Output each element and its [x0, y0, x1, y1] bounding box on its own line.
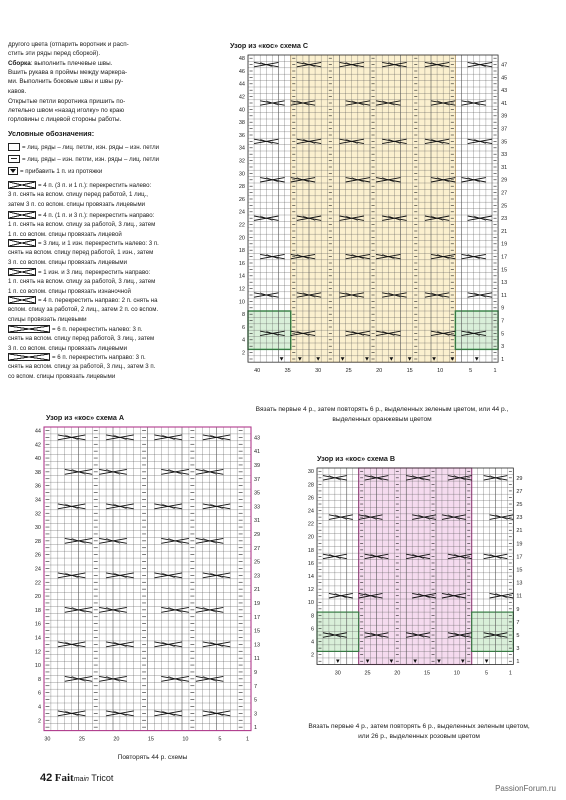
row-number-left: 2 — [310, 652, 314, 659]
legend-item: = 4 п. (1 п. и 3 п.): перекрестить направо: 1 п. снять на вспом. спицу за работой, 3 лиц., затем 1 п. со вспом. спицы провязать лицевой — [8, 212, 156, 238]
row-number-right: 3 — [254, 711, 258, 718]
collar-paragraph: Открытые петли воротника пришить по- летельно швом «назад иголку» по краю горловины с лицевой стороны работы. — [8, 98, 126, 124]
row-number-right: 43 — [501, 88, 508, 95]
row-number-left: 36 — [238, 132, 245, 139]
row-number-left: 32 — [238, 158, 245, 165]
increase-mark — [485, 659, 489, 663]
row-number-left: 12 — [307, 587, 314, 594]
row-number-right: 37 — [254, 476, 261, 483]
row-number-right: 7 — [501, 318, 505, 325]
column-number: 25 — [345, 368, 352, 372]
page-number: 42 — [40, 772, 53, 784]
column-number: 25 — [78, 736, 86, 743]
column-number: 5 — [469, 368, 473, 372]
chart-b-caption: Вязать первые 4 р., затем повторять 6 р., выделенных зеленым цветом, или 26 р., выделенных розовым цветом — [308, 723, 530, 740]
intro-paragraph: другого цвета (отпарить воротник и расп- стить эти ряды перед сборкой). — [8, 41, 129, 58]
row-number-right: 27 — [254, 545, 261, 552]
row-number-right: 37 — [501, 126, 508, 133]
row-number-right: 7 — [254, 683, 258, 690]
row-number-right: 27 — [516, 488, 523, 495]
row-number-right: 13 — [501, 280, 508, 287]
row-number-right: 19 — [254, 601, 261, 608]
row-number-right: 9 — [516, 606, 520, 613]
row-number-left: 2 — [241, 350, 245, 357]
row-number-right: 3 — [516, 646, 520, 653]
row-number-left: 14 — [34, 635, 41, 642]
row-number-left: 10 — [34, 663, 41, 670]
row-number-right: 23 — [501, 216, 508, 223]
column-number: 5 — [218, 736, 222, 743]
row-number-right: 1 — [501, 356, 505, 363]
column-number: 25 — [364, 670, 371, 677]
column-number: 35 — [284, 368, 291, 372]
row-number-left: 30 — [307, 469, 314, 476]
column-number: 30 — [44, 736, 51, 743]
row-number-right: 29 — [254, 532, 261, 539]
row-number-left: 30 — [34, 525, 41, 532]
row-number-left: 44 — [34, 428, 41, 435]
row-number-left: 46 — [238, 68, 245, 75]
row-number-right: 39 — [254, 463, 261, 470]
purl-stitch-symbol — [8, 155, 20, 163]
legend-item: = 6 п. перекрестить налево: 3 п. снять на вспом. спицу перед работой, 3 лиц., затем 3 п. со вспом. спицы провязать лицевыми — [8, 326, 155, 352]
page-footer — [40, 772, 113, 784]
cable-4-right-symbol — [8, 211, 36, 219]
chart-c-grid — [230, 52, 530, 372]
row-number-right: 43 — [254, 435, 261, 442]
row-number-right: 33 — [501, 152, 508, 159]
row-number-right: 27 — [501, 190, 508, 197]
column-number: 20 — [113, 736, 120, 743]
chart-c-title: Узор из «кос» схема С — [230, 41, 309, 50]
column-number: 15 — [406, 368, 413, 372]
row-number-left: 24 — [307, 508, 314, 515]
legend-item: = 1 изн. и 3 лиц. перекрестить направо: 1 п. снять на вспом. спицу за работой, 3 лиц., затем 1 п. со вспом. спицы провязать изнаночной — [8, 269, 156, 295]
row-number-right: 29 — [516, 475, 523, 482]
row-number-right: 39 — [501, 113, 508, 120]
row-number-left: 20 — [238, 235, 245, 242]
row-number-left: 34 — [34, 497, 41, 504]
row-number-right: 15 — [501, 267, 508, 274]
row-number-right: 33 — [254, 504, 261, 511]
row-number-right: 5 — [254, 697, 258, 704]
column-number: 1 — [246, 736, 250, 743]
cable-2-2-right-symbol — [8, 296, 36, 304]
chart-a-caption: Повторять 44 р. схемы — [117, 754, 188, 761]
row-number-left: 40 — [238, 107, 245, 114]
knit-stitch-symbol — [8, 143, 20, 151]
row-number-left: 12 — [34, 649, 41, 656]
column-number: 40 — [254, 368, 261, 372]
row-number-left: 36 — [34, 483, 41, 490]
row-number-right: 9 — [254, 670, 258, 677]
column-number: 1 — [508, 670, 512, 677]
row-number-left: 18 — [307, 547, 314, 554]
row-number-right: 45 — [501, 75, 508, 82]
column-number: 10 — [453, 670, 460, 677]
cable-6-left-symbol — [8, 325, 50, 333]
increase-symbol — [8, 167, 18, 175]
row-number-left: 38 — [238, 120, 245, 127]
assembly-label: Сборка — [8, 60, 31, 67]
row-number-left: 8 — [241, 312, 245, 319]
row-number-right: 47 — [501, 62, 508, 69]
row-number-right: 15 — [254, 628, 261, 635]
row-number-left: 6 — [37, 690, 41, 697]
site-watermark: PassionForum.ru — [495, 784, 556, 793]
row-number-left: 12 — [238, 286, 245, 293]
legend-item: = 3 лиц. и 1 изн. перекрестить налево: 3 п. снять на вспом. спицу перед работой, 1 изн., затем 3 п. со вспом. спицы провязать лицевыми — [8, 240, 159, 266]
row-number-right: 5 — [516, 632, 520, 639]
column-number: 15 — [147, 736, 155, 743]
row-number-right: 11 — [501, 292, 507, 299]
row-number-right: 13 — [254, 642, 261, 649]
row-number-left: 32 — [34, 511, 41, 518]
row-number-left: 20 — [307, 534, 314, 541]
column-number: 10 — [182, 736, 189, 743]
row-number-right: 25 — [254, 559, 261, 566]
assembly-paragraph — [8, 59, 218, 96]
row-number-left: 28 — [238, 184, 245, 191]
chart-b-body — [308, 468, 523, 677]
row-number-right: 11 — [254, 656, 260, 663]
row-number-right: 41 — [254, 449, 261, 456]
row-number-right: 25 — [516, 501, 523, 508]
row-number-right: 15 — [516, 567, 523, 574]
cable-6-right-symbol — [8, 353, 50, 361]
row-number-right: 19 — [501, 241, 508, 248]
row-number-right: 11 — [516, 593, 523, 600]
column-number: 30 — [334, 670, 341, 677]
row-number-right: 35 — [254, 490, 261, 497]
row-number-left: 2 — [37, 718, 41, 725]
row-number-right: 23 — [516, 515, 523, 522]
row-number-left: 38 — [34, 469, 41, 476]
row-number-left: 24 — [238, 209, 245, 216]
brand-fait: Fait — [54, 772, 74, 784]
column-number: 5 — [485, 670, 489, 677]
row-number-right: 29 — [501, 177, 508, 184]
row-number-left: 28 — [307, 482, 314, 489]
row-number-left: 16 — [34, 621, 41, 628]
brand-tricot: Tricot — [91, 773, 114, 783]
chart-b-title: Узор из «кос» схема В — [317, 454, 396, 463]
legend-item: = 6 п. перекрестить направо: 3 п. снять на вспом. спицу за работой, 3 лиц., затем 3 п. со вспом. спицы провязать лицевыми — [8, 354, 156, 380]
column-number: 10 — [437, 368, 444, 372]
row-number-left: 26 — [34, 552, 41, 559]
row-number-right: 19 — [516, 541, 523, 548]
chart-c-caption: Вязать первые 4 р., затем повторять 6 р., выделенных зеленым цветом, или 44 р., выделенных оранжевым цветом — [255, 406, 509, 423]
row-number-left: 44 — [238, 81, 245, 88]
row-number-right: 31 — [254, 518, 261, 525]
row-number-left: 22 — [34, 580, 41, 587]
row-number-right: 17 — [501, 254, 508, 261]
increase-mark — [475, 357, 479, 360]
row-number-left: 10 — [238, 299, 245, 306]
row-number-left: 8 — [37, 676, 41, 683]
legend-item: = прибавить 1 п. из протяжки — [8, 167, 220, 176]
chart-a-body — [35, 427, 260, 743]
row-number-left: 4 — [310, 639, 314, 646]
row-number-right: 21 — [516, 528, 523, 535]
chart-b-grid — [303, 464, 548, 714]
row-number-right: 35 — [501, 139, 508, 146]
row-number-right: 23 — [254, 573, 261, 580]
row-number-right: 21 — [254, 587, 261, 594]
row-number-left: 24 — [34, 566, 41, 573]
row-number-right: 7 — [516, 619, 520, 626]
column-number: 30 — [315, 368, 322, 372]
row-number-right: 3 — [501, 344, 505, 351]
row-number-left: 26 — [238, 196, 245, 203]
row-number-right: 5 — [501, 331, 505, 338]
row-number-right: 41 — [501, 100, 508, 107]
row-number-left: 16 — [307, 560, 314, 567]
legend-item: = 4 п. (3 п. и 1 п.): перекрестить налево: 3 п. снять на вспом. спицу перед работой, 1 лиц., затем 3 п. со вспом. спицы провязать лицевыми — [8, 182, 152, 208]
row-number-left: 10 — [307, 600, 314, 607]
cable-3-1-left-symbol — [8, 239, 36, 247]
row-number-right: 31 — [501, 164, 508, 171]
row-number-left: 22 — [307, 521, 314, 528]
row-number-left: 20 — [34, 594, 41, 601]
row-number-right: 9 — [501, 305, 505, 312]
row-number-left: 26 — [307, 495, 314, 502]
row-number-left: 14 — [238, 273, 245, 280]
row-number-left: 34 — [238, 145, 245, 152]
row-number-left: 42 — [34, 442, 41, 449]
column-number: 20 — [376, 368, 383, 372]
row-number-left: 18 — [238, 248, 245, 255]
row-number-left: 30 — [238, 171, 245, 178]
column-number: 15 — [424, 670, 431, 677]
row-number-right: 13 — [516, 580, 523, 587]
column-number: 20 — [394, 670, 401, 677]
cable-4-left-symbol — [8, 181, 36, 189]
legend-item: = лиц. ряды – лиц. петли, изн. ряды – изн. петли — [8, 143, 220, 152]
row-number-right: 1 — [516, 659, 520, 666]
chart-a-grid — [30, 424, 270, 749]
row-number-left: 8 — [310, 613, 314, 620]
increase-mark — [336, 659, 340, 663]
chart-a-title: Узор из «кос» схема А — [46, 413, 125, 422]
legend-title: Условные обозначения: — [8, 129, 95, 138]
assembly-text: : выполнить плечевые швы. Вшить рукава в проймы между маркера- ми. Выполнить боковые швы и швы ру- кавов. — [8, 60, 128, 95]
row-number-left: 6 — [241, 324, 245, 331]
row-number-right: 21 — [501, 228, 508, 235]
row-number-left: 42 — [238, 94, 245, 101]
row-number-left: 22 — [238, 222, 245, 229]
row-number-left: 4 — [37, 704, 41, 711]
row-number-right: 1 — [254, 725, 258, 732]
chart-c-body — [239, 55, 507, 372]
row-number-left: 4 — [241, 337, 245, 344]
cable-1-3-right-symbol — [8, 268, 36, 276]
column-number: 1 — [493, 368, 497, 372]
row-number-left: 18 — [34, 607, 41, 614]
brand-main: main — [73, 776, 89, 783]
row-number-right: 25 — [501, 203, 508, 210]
row-number-left: 28 — [34, 538, 41, 545]
legend-item: = лиц. ряды – изн. петли, изн. ряды – лиц. петли — [8, 155, 220, 164]
row-number-left: 14 — [307, 574, 314, 581]
increase-mark — [280, 357, 284, 360]
row-number-right: 17 — [516, 554, 523, 561]
row-number-left: 48 — [238, 56, 245, 63]
row-number-left: 6 — [310, 626, 314, 633]
legend-item: = 4 п. перекрестить направо: 2 п. снять на вспом. спицу за работой, 2 лиц., затем 2 п. со вспом. спицы провязать лицевыми — [8, 297, 159, 323]
row-number-left: 40 — [34, 456, 41, 463]
row-number-right: 17 — [254, 614, 261, 621]
row-number-left: 16 — [238, 260, 245, 267]
